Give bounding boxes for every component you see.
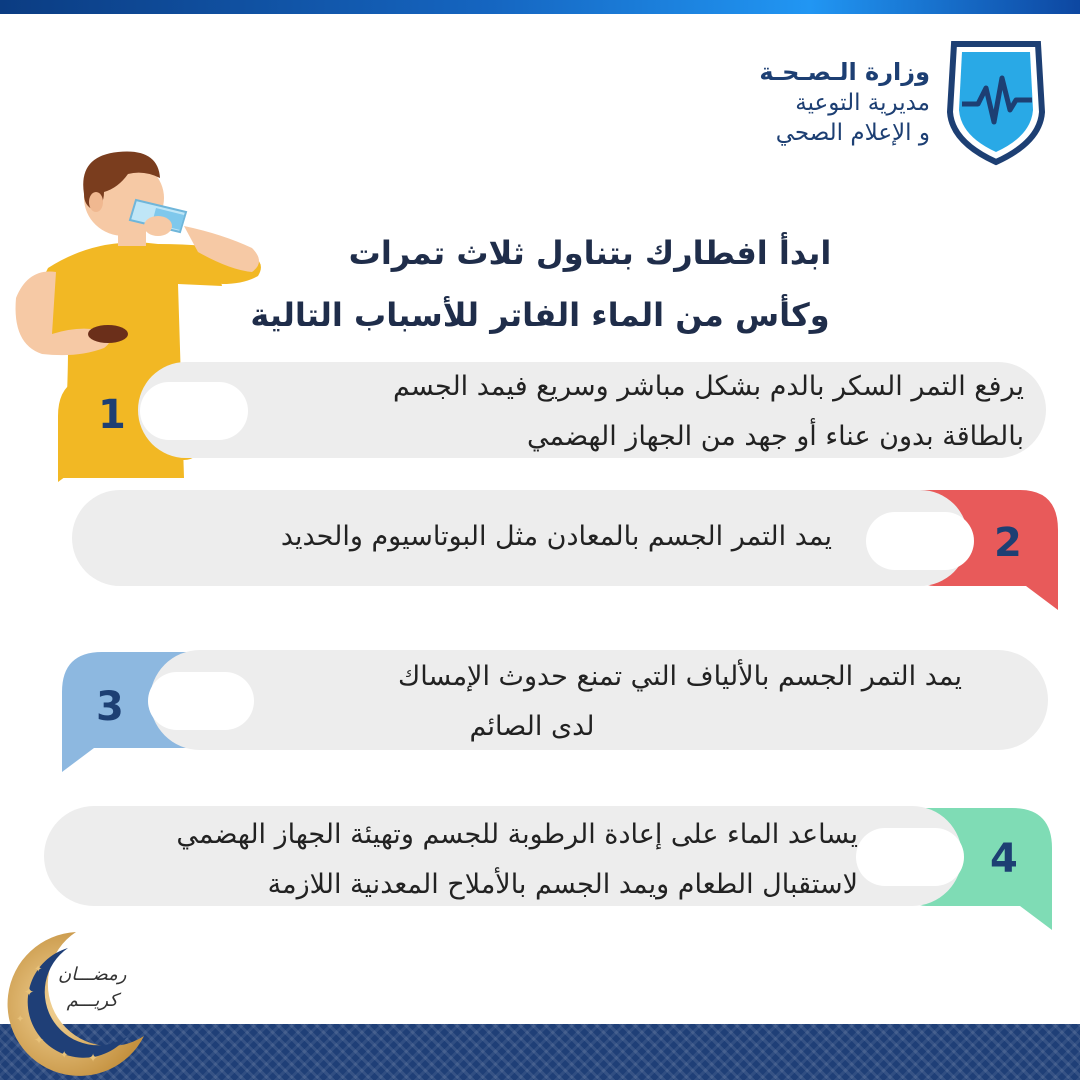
svg-text:✦: ✦ xyxy=(24,985,35,999)
ministry-line-2: مديرية التوعية xyxy=(795,90,930,116)
title-line-1: ابدأ افطارك بتناول ثلاث تمرات xyxy=(348,234,832,272)
badge-3-number: 3 xyxy=(96,684,124,730)
reason-2-line-1: يمد التمر الجسم بالمعادن مثل البوتاسيوم والحديد xyxy=(280,521,832,552)
reason-4-line-2: لاستقبال الطعام ويمد الجسم بالأملاح المعدنية اللازمة xyxy=(267,869,858,900)
svg-text:✦: ✦ xyxy=(16,1014,25,1025)
ministry-name xyxy=(759,56,930,148)
reason-2-text xyxy=(92,512,832,562)
reason-card-1 xyxy=(138,362,1046,458)
badge-2-number: 2 xyxy=(994,520,1022,566)
svg-text:✦: ✦ xyxy=(88,1051,99,1065)
title-line-2: وكأس من الماء الفاتر للأسباب التالية xyxy=(250,296,830,334)
reason-3-line-2: لدى الصائم xyxy=(469,711,595,742)
pill-notch-4 xyxy=(856,828,964,886)
pill-notch-2 xyxy=(866,512,974,570)
reason-3-line-1: يمد التمر الجسم بالألياف التي تمنع حدوث الإمساك xyxy=(398,661,962,692)
top-gradient-bar xyxy=(0,0,1080,14)
reason-3-text xyxy=(242,652,962,752)
main-title xyxy=(150,222,930,346)
ramadan-line-2: كريـــم xyxy=(66,990,118,1011)
reason-card-4 xyxy=(44,806,962,906)
reason-4-line-1: يساعد الماء على إعادة الرطوبة للجسم وتهيئة الجهاز الهضمي xyxy=(176,819,858,850)
reason-1-text xyxy=(164,362,1024,462)
badge-1-number: 1 xyxy=(98,392,126,438)
svg-text:✦: ✦ xyxy=(60,1050,69,1061)
svg-text:✦: ✦ xyxy=(34,964,43,975)
reason-1-line-1: يرفع التمر السكر بالدم بشكل مباشر وسريع فيمد الجسم xyxy=(392,371,1024,402)
reason-card-2 xyxy=(72,490,968,586)
ramadan-line-1: رمضـــان xyxy=(58,964,127,985)
reason-4-text xyxy=(58,810,858,910)
ministry-line-3: و الإعلام الصحي xyxy=(775,120,930,146)
shield-heartbeat-icon xyxy=(944,38,1048,166)
badge-4-number: 4 xyxy=(990,836,1018,882)
pill-notch-1 xyxy=(140,382,248,440)
ministry-line-1: وزارة الـصـحـة xyxy=(759,58,930,86)
bottom-pattern-bar xyxy=(0,1024,1080,1080)
reason-1-line-2: بالطاقة بدون عناء أو جهد من الجهاز الهضمي xyxy=(527,421,1024,452)
ramadan-kareem-text xyxy=(58,962,126,1014)
pill-notch-3 xyxy=(148,672,254,730)
reason-card-3 xyxy=(150,650,1048,750)
svg-text:✦: ✦ xyxy=(34,1033,45,1047)
